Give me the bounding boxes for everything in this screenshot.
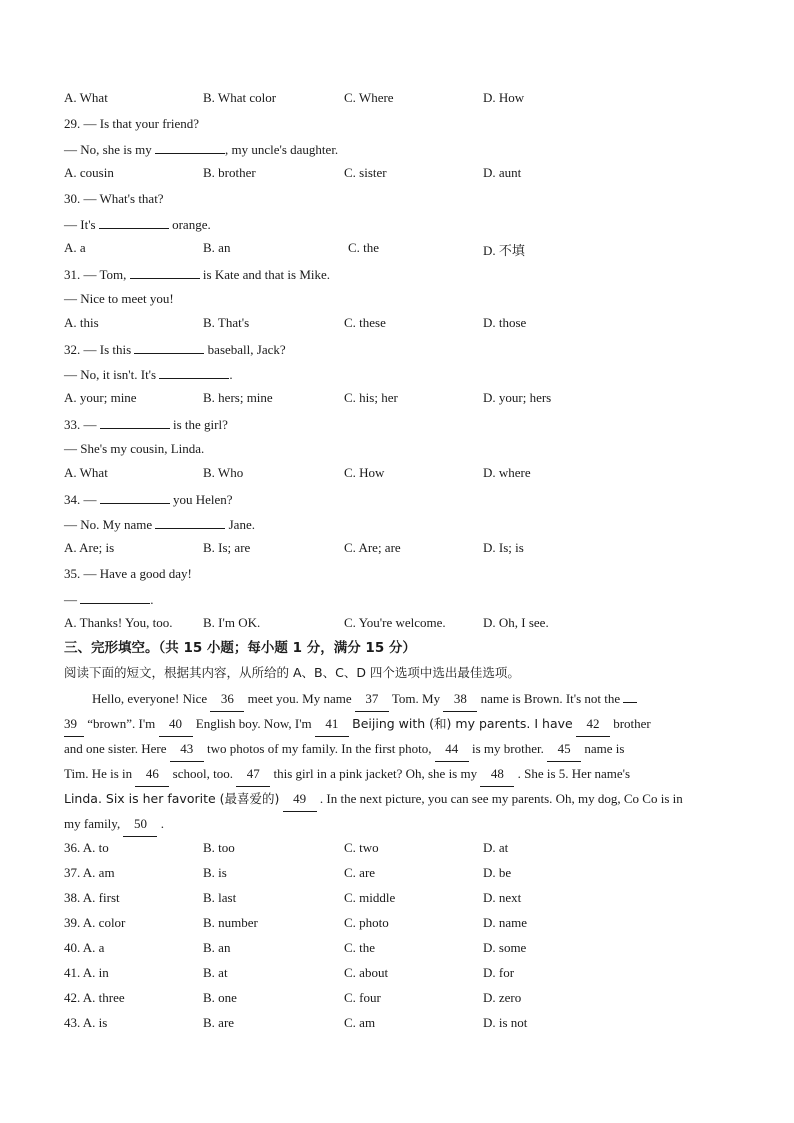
q30-option-a: A. a (64, 240, 86, 255)
q30-stem: 30. — What's that? (64, 191, 164, 206)
passage-line: 39 “brown”. I'm 40 English boy. Now, I'm 41 Beijing with (和) my parents. I have 42 brother (64, 711, 724, 736)
passage-line: Tim. He is in 46 school, too. 47 this girl in a pink jacket? Oh, she is my 48 . She is 5. Her name's (64, 761, 724, 786)
q35-option-a: A. Thanks! You, too. (64, 615, 173, 630)
cloze-option-b: B. at (203, 965, 228, 980)
q32-option-b: B. hers; mine (203, 390, 273, 405)
cloze-option-d: D. at (483, 840, 509, 855)
cloze-option-b: B. is (203, 865, 227, 880)
blank-number: 44 (435, 736, 469, 762)
answer-blank (130, 265, 200, 279)
cloze-option-d: D. be (483, 865, 512, 880)
blank-number: 47 (236, 761, 270, 787)
q35-option-b: B. I'm OK. (203, 615, 261, 630)
q28-option-d: D. How (483, 90, 525, 105)
cloze-option-c: C. about (344, 965, 389, 980)
q30-option-c: C. the (348, 240, 380, 255)
section-instruction: 阅读下面的短文，根据其内容，从所给的 A、B、C、D 四个选项中选出最佳选项。 (64, 665, 520, 680)
q34-stem: 34. — you Helen? (64, 492, 233, 507)
cloze-option-c: C. am (344, 1015, 376, 1030)
q33-stem: 33. — is the girl? (64, 417, 228, 432)
section-title: 三、完形填空。（共 15 小题；每小题 1 分，满分 15 分） (64, 640, 416, 656)
q34-option-b: B. Is; are (203, 540, 251, 555)
cloze-option-a: 36. A. to (64, 840, 109, 855)
q29-response: — No, she is my , my uncle's daughter. (64, 142, 339, 157)
q34-option-d: D. Is; is (483, 540, 524, 555)
q30-option-d: D. 不填 (483, 243, 525, 258)
answer-blank (80, 590, 150, 604)
cloze-option-d: D. for (483, 965, 515, 980)
blank-number: 37 (355, 686, 389, 712)
q32-response: — No, it isn't. It's . (64, 367, 233, 382)
blank-number: 42 (576, 711, 610, 737)
q32-option-d: D. your; hers (483, 390, 552, 405)
q29-option-a: A. cousin (64, 165, 114, 180)
blank-number: 43 (170, 736, 204, 762)
blank-number: 36 (210, 686, 244, 712)
q32-option-c: C. his; her (344, 390, 398, 405)
q28-option-a: A. What (64, 90, 108, 105)
cloze-option-a: 43. A. is (64, 1015, 108, 1030)
q33-option-d: D. where (483, 465, 531, 480)
q31-option-c: C. these (344, 315, 386, 330)
q33-option-a: A. What (64, 465, 108, 480)
blank-number: 50 (123, 811, 157, 837)
cloze-option-c: C. the (344, 940, 376, 955)
cloze-option-a: 42. A. three (64, 990, 125, 1005)
cloze-option-d: D. some (483, 940, 527, 955)
blank-number: 40 (159, 711, 193, 737)
q35-option-d: D. Oh, I see. (483, 615, 549, 630)
cloze-option-b: B. are (203, 1015, 235, 1030)
answer-blank (134, 340, 204, 354)
blank-number: 39 (64, 711, 84, 737)
cloze-option-b: B. number (203, 915, 258, 930)
cloze-option-b: B. last (203, 890, 237, 905)
q32-option-a: A. your; mine (64, 390, 137, 405)
answer-blank (100, 490, 170, 504)
q31-option-d: D. those (483, 315, 527, 330)
q35-response: — . (64, 592, 154, 607)
cloze-option-a: 38. A. first (64, 890, 120, 905)
blank-number: 41 (315, 711, 349, 737)
cloze-option-d: D. zero (483, 990, 522, 1005)
passage-line: Hello, everyone! Nice 36 meet you. My name 37 Tom. My 38 name is Brown. It's not the (64, 686, 724, 711)
answer-blank (99, 215, 169, 229)
q35-option-c: C. You're welcome. (344, 615, 446, 630)
q35-stem: 35. — Have a good day! (64, 566, 192, 581)
answer-blank (100, 415, 170, 429)
q34-response: — No. My name Jane. (64, 517, 255, 532)
blank-number: 48 (480, 761, 514, 787)
q33-response: — She's my cousin, Linda. (64, 441, 205, 456)
cloze-passage (64, 686, 724, 836)
cloze-option-a: 39. A. color (64, 915, 126, 930)
cloze-option-a: 37. A. am (64, 865, 115, 880)
q34-option-a: A. Are; is (64, 540, 115, 555)
q31-option-b: B. That's (203, 315, 250, 330)
cloze-option-a: 40. A. a (64, 940, 105, 955)
q33-option-c: C. How (344, 465, 385, 480)
cloze-option-a: 41. A. in (64, 965, 109, 980)
cloze-option-b: B. an (203, 940, 231, 955)
cloze-option-c: C. four (344, 990, 381, 1005)
q33-option-b: B. Who (203, 465, 244, 480)
blank-number: 49 (283, 786, 317, 812)
cloze-option-c: C. photo (344, 915, 389, 930)
q29-option-c: C. sister (344, 165, 387, 180)
passage-line: and one sister. Here 43 two photos of my family. In the first photo, 44 is my brother. 45 name is (64, 736, 724, 761)
cloze-option-c: C. two (344, 840, 379, 855)
blank-number: 45 (547, 736, 581, 762)
q30-option-b: B. an (203, 240, 231, 255)
cloze-option-d: D. next (483, 890, 522, 905)
q29-option-d: D. aunt (483, 165, 522, 180)
blank-number: 38 (443, 686, 477, 712)
q31-option-a: A. this (64, 315, 99, 330)
q30-response: — It's orange. (64, 217, 211, 232)
q31-stem: 31. — Tom, is Kate and that is Mike. (64, 267, 331, 282)
q29-option-b: B. brother (203, 165, 256, 180)
answer-blank (155, 140, 225, 154)
passage-line: Linda. Six is her favorite (最喜爱的) 49 . In the next picture, you can see my parents. Oh, my dog, Co Co is in (64, 786, 724, 811)
blank-number: 46 (135, 761, 169, 787)
q29-stem: 29. — Is that your friend? (64, 116, 200, 131)
cloze-option-b: B. one (203, 990, 237, 1005)
answer-blank (159, 365, 229, 379)
cloze-option-b: B. too (203, 840, 235, 855)
q28-option-b: B. What color (203, 90, 277, 105)
passage-line: my family, 50 . (64, 811, 724, 836)
cloze-option-c: C. are (344, 865, 376, 880)
cloze-option-d: D. is not (483, 1015, 528, 1030)
cloze-option-c: C. middle (344, 890, 396, 905)
cloze-option-d: D. name (483, 915, 528, 930)
q34-option-c: C. Are; are (344, 540, 401, 555)
answer-blank (155, 515, 225, 529)
q32-stem: 32. — Is this baseball, Jack? (64, 342, 286, 357)
q28-option-c: C. Where (344, 90, 394, 105)
q31-response: — Nice to meet you! (64, 291, 174, 306)
